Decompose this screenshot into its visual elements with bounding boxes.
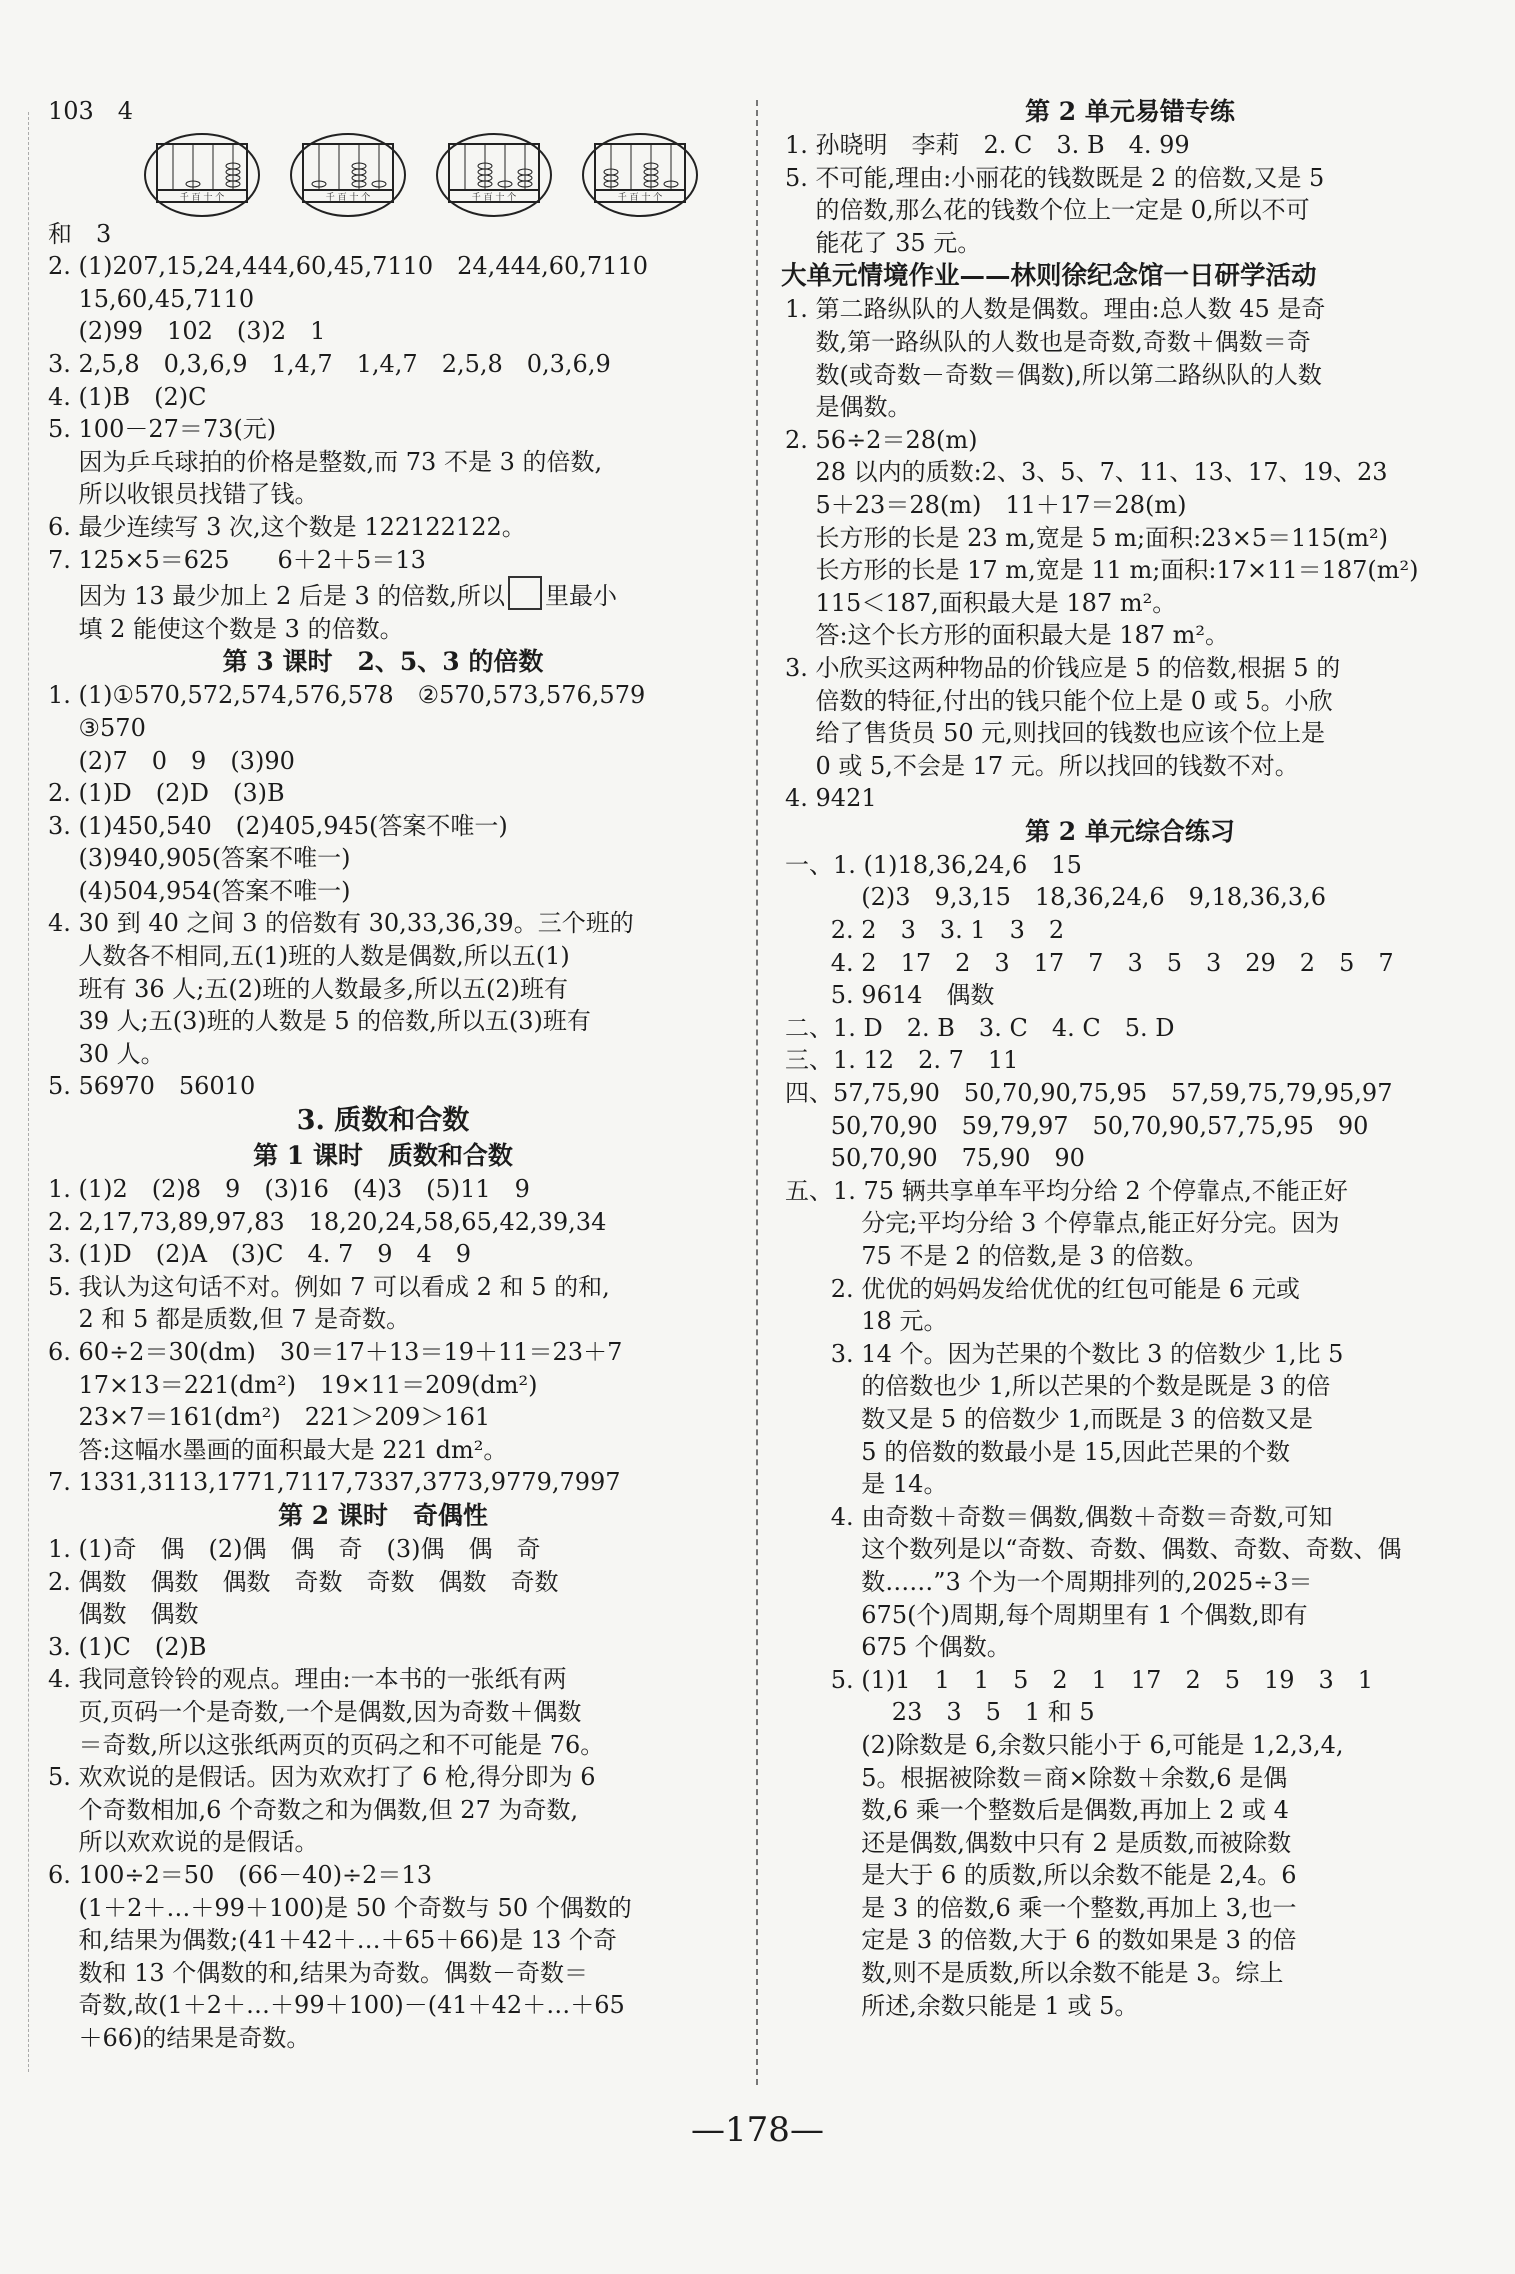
answer-line: 1. (1)奇 偶 (2)偶 偶 奇 (3)偶 偶 奇 xyxy=(48,1534,541,1563)
abacus-4-label: 千 百 十 个 xyxy=(617,192,663,203)
answer-line: 6. 100÷2＝50 (66－40)÷2＝13 xyxy=(48,1860,432,1889)
section-heading: 第 2 单元综合练习 xyxy=(1025,816,1235,846)
answer-line: 6. 最少连续写 3 次,这个数是 122122122。 xyxy=(48,512,526,541)
abacus-4 xyxy=(581,132,699,218)
answer-line: 所以欢欢说的是假话。 xyxy=(48,1828,319,1857)
answer-line: (3)940,905(答案不唯一) xyxy=(48,844,351,873)
answer-line: 2. 2 3 3. 1 3 2 xyxy=(785,916,1065,945)
answer-line: 5 的倍数的数最小是 15,因此芒果的个数 xyxy=(785,1437,1290,1466)
answer-line: 7. 125×5＝625 6＋2＋5＝13 xyxy=(48,545,426,574)
answer-line: 和,结果为偶数;(41＋42＋…＋65＋66)是 13 个奇 xyxy=(48,1926,617,1955)
answer-line: 23×7＝161(dm²) 221＞209＞161 xyxy=(48,1403,491,1432)
answer-line: 偶数 偶数 xyxy=(48,1600,199,1629)
answer-line: 5. 100－27＝73(元) xyxy=(48,415,277,444)
answer-line: (2)7 0 9 (3)90 xyxy=(48,746,295,775)
answer-line: 班有 36 人;五(2)班的人数最多,所以五(2)班有 xyxy=(48,974,569,1003)
answer-line: 二、1. D 2. B 3. C 4. C 5. D xyxy=(785,1013,1175,1042)
answer-text: 里最小 xyxy=(545,582,617,611)
answer-line: 1. 第二路纵队的人数是偶数。理由:总人数 45 是奇 xyxy=(785,295,1326,324)
answer-line: 17×13＝221(dm²) 19×11＝209(dm²) xyxy=(48,1370,538,1399)
answer-line: (2)99 102 (3)2 1 xyxy=(48,317,326,346)
answer-line: 675 个偶数。 xyxy=(785,1633,1011,1662)
answer-line: 答:这幅水墨画的面积最大是 221 dm²。 xyxy=(48,1435,508,1464)
section-heading: 第 2 单元易错专练 xyxy=(1025,97,1235,126)
answer-line: 长方形的长是 23 m,宽是 5 m;面积:23×5＝115(m²) xyxy=(785,523,1388,552)
answer-line: 75 不是 2 的倍数,是 3 的倍数。 xyxy=(785,1242,1209,1270)
answer-line: 的倍数,那么花的钱数个位上一定是 0,所以不可 xyxy=(785,196,1310,225)
answer-line: 是 3 的倍数,6 乘一个整数,再加上 3,也一 xyxy=(785,1893,1297,1922)
abacus-numbers: 103 4 xyxy=(48,97,134,125)
answer-line: 2 和 5 都是质数,但 7 是奇数。 xyxy=(48,1305,411,1334)
answer-line: 5. 我认为这句话不对。例如 7 可以看成 2 和 5 的和, xyxy=(48,1272,610,1301)
answer-line: 5＋23＝28(m) 11＋17＝28(m) xyxy=(785,490,1187,519)
answer-line: 5. 56970 56010 xyxy=(48,1072,256,1101)
answer-line: 三、1. 12 2. 7 11 xyxy=(785,1046,1019,1075)
answer-line: 数和 13 个偶数的和,结果为奇数。偶数－奇数＝ xyxy=(48,1958,588,1987)
abacus-1 xyxy=(143,132,261,218)
answer-line: 5. (1)1 1 1 5 2 1 17 2 5 19 3 1 xyxy=(785,1665,1374,1694)
answer-line: ③570 xyxy=(48,713,146,742)
answer-line: 数,则不是质数,所以余数不能是 3。综上 xyxy=(785,1959,1284,1988)
answer-line: 3. (1)450,540 (2)405,945(答案不唯一) xyxy=(48,811,508,840)
answer-line: 3. (1)C (2)B xyxy=(48,1632,207,1661)
answer-line: 1. 孙晓明 李莉 2. C 3. B 4. 99 xyxy=(785,131,1190,159)
answer-line: 填 2 能使这个数是 3 的倍数。 xyxy=(48,614,404,643)
abacus-footer: 和 3 xyxy=(48,219,112,248)
section-heading: 第 1 课时 质数和合数 xyxy=(253,1141,513,1171)
answer-line: 0 或 5,不会是 17 元。所以找回的钱数不对。 xyxy=(785,751,1299,780)
answer-line: 个奇数相加,6 个奇数之和为偶数,但 27 为奇数, xyxy=(48,1795,579,1824)
answer-line: 定是 3 的倍数,大于 6 的数如果是 3 的倍 xyxy=(785,1926,1297,1955)
answer-line: 2. (1)D (2)D (3)B xyxy=(48,779,285,808)
answer-line: 倍数的特征,付出的钱只能个位上是 0 或 5。小欣 xyxy=(785,686,1333,715)
answer-line: 是 14。 xyxy=(785,1470,948,1499)
answer-line: 2. 偶数 偶数 偶数 奇数 奇数 偶数 奇数 xyxy=(48,1567,559,1596)
abacus-2-label: 千 百 十 个 xyxy=(325,192,371,203)
answer-line: 50,70,90 59,79,97 50,70,90,57,75,95 90 xyxy=(785,1111,1369,1140)
answer-line: 给了售货员 50 元,则找回的钱数也应该个位上是 xyxy=(785,719,1325,748)
section-heading: 大单元情境作业——林则徐纪念馆一日研学活动 xyxy=(781,261,1317,292)
answer-line: (4)504,954(答案不唯一) xyxy=(48,876,351,905)
answer-line: 页,页码一个是奇数,一个是偶数,因为奇数＋偶数 xyxy=(48,1697,582,1726)
answer-line: 数……”3 个为一个周期排列的,2025÷3＝ xyxy=(785,1567,1313,1596)
answer-line: 675(个)周期,每个周期里有 1 个偶数,即有 xyxy=(785,1600,1308,1629)
answer-line: 3. 14 个。因为芒果的个数比 3 的倍数少 1,比 5 xyxy=(785,1339,1344,1368)
answer-line: 5. 9614 偶数 xyxy=(785,981,995,1010)
answer-line: 数,第一路纵队的人数也是奇数,奇数＋偶数＝奇 xyxy=(785,327,1311,356)
answer-line: ＝奇数,所以这张纸两页的页码之和不可能是 76。 xyxy=(48,1730,605,1759)
answer-line: ＋66)的结果是奇数。 xyxy=(48,2023,311,2052)
abacus-row xyxy=(143,132,718,218)
answer-line: 这个数列是以“奇数、奇数、偶数、奇数、奇数、偶 xyxy=(785,1535,1402,1564)
answer-line: 15,60,45,7110 xyxy=(48,284,255,313)
abacus-3-label: 千 百 十 个 xyxy=(471,192,517,203)
chapter-heading: 3. 质数和合数 xyxy=(296,1105,470,1137)
page-number: —178— xyxy=(691,2110,824,2150)
answer-line xyxy=(48,576,718,613)
answer-line: 数,6 乘一个整数后是偶数,再加上 2 或 4 xyxy=(785,1796,1289,1825)
answer-line: 奇数,故(1＋2＋…＋99＋100)－(41＋42＋…＋65 xyxy=(48,1991,625,2020)
left-margin-rule xyxy=(28,112,29,2072)
answer-line: 4. (1)B (2)C xyxy=(48,382,207,411)
answer-line: 分完;平均分给 3 个停靠点,能正好分完。因为 xyxy=(785,1209,1340,1238)
answer-line: 所述,余数只能是 1 或 5。 xyxy=(785,1991,1139,2020)
answer-line: 4. 30 到 40 之间 3 的倍数有 30,33,36,39。三个班的 xyxy=(48,909,634,938)
answer-line: 3. 2,5,8 0,3,6,9 1,4,7 1,4,7 2,5,8 0,3,6,9 xyxy=(48,349,611,378)
answer-line: 数(或奇数－奇数＝偶数),所以第二路纵队的人数 xyxy=(785,360,1322,389)
answer-line: 长方形的长是 17 m,宽是 11 m;面积:17×11＝187(m²) xyxy=(785,556,1419,585)
abacus-3 xyxy=(435,132,553,218)
answer-line: 115＜187,面积最大是 187 m²。 xyxy=(785,588,1177,617)
answer-line: 5. 不可能,理由:小丽花的钱数既是 2 的倍数,又是 5 xyxy=(785,163,1325,192)
answer-line: 能花了 35 元。 xyxy=(785,228,982,257)
answer-line: 7. 1331,3113,1771,7117,7337,3773,9779,7997 xyxy=(48,1468,621,1497)
answer-line: 3. (1)D (2)A (3)C 4. 7 9 4 9 xyxy=(48,1240,472,1269)
answer-line: 4. 2 17 2 3 17 7 3 5 3 29 2 5 7 xyxy=(785,948,1394,977)
answer-line: 1. (1)2 (2)8 9 (3)16 (4)3 (5)11 9 xyxy=(48,1175,530,1204)
abacus-1-label: 千 百 十 个 xyxy=(179,192,225,203)
answer-line: 是偶数。 xyxy=(785,393,912,422)
answer-line: 2. 56÷2＝28(m) xyxy=(785,425,978,454)
answer-line: 1. (1)①570,572,574,576,578 ②570,573,576,579 xyxy=(48,681,646,710)
answer-line: 人数各不相同,五(1)班的人数是偶数,所以五(1) xyxy=(48,942,570,971)
answer-line: 是大于 6 的质数,所以余数不能是 2,4。6 xyxy=(785,1861,1297,1890)
section-heading: 第 2 课时 奇偶性 xyxy=(278,1500,488,1530)
answer-line: 2. 2,17,73,89,97,83 18,20,24,58,65,42,39,34 xyxy=(48,1207,607,1236)
answer-line: 28 以内的质数:2、3、5、7、11、13、17、19、23 xyxy=(785,458,1388,487)
answer-line: 5。根据被除数＝商×除数＋余数,6 是偶 xyxy=(785,1763,1288,1792)
column-divider xyxy=(756,100,758,2085)
answer-line: 四、57,75,90 50,70,90,75,95 57,59,75,79,95,97 xyxy=(785,1079,1393,1108)
answer-line: 所以收银员找错了钱。 xyxy=(48,480,319,509)
answer-line: 的倍数也少 1,所以芒果的个数是既是 3 的倍 xyxy=(785,1372,1331,1401)
answer-line: 3. 小欣买这两种物品的价钱应是 5 的倍数,根据 5 的 xyxy=(785,653,1341,682)
blank-box xyxy=(508,576,542,610)
section-heading: 第 3 课时 2、5、3 的倍数 xyxy=(222,647,544,677)
answer-line: (2)除数是 6,余数只能小于 6,可能是 1,2,3,4, xyxy=(785,1730,1344,1759)
answer-line: 39 人;五(3)班的人数是 5 的倍数,所以五(3)班有 xyxy=(48,1007,591,1036)
answer-line: 50,70,90 75,90 90 xyxy=(785,1144,1085,1173)
left-column xyxy=(48,95,718,2054)
answer-line: 一、1. (1)18,36,24,6 15 xyxy=(785,850,1082,879)
answer-line: 4. 我同意铃铃的观点。理由:一本书的一张纸有两 xyxy=(48,1665,567,1694)
answer-line: 五、1. 75 辆共享单车平均分给 2 个停靠点,不能正好 xyxy=(785,1176,1348,1205)
answer-line: 18 元。 xyxy=(785,1307,948,1336)
right-column xyxy=(781,95,1475,2022)
answer-line: 6. 60÷2＝30(dm) 30＝17＋13＝19＋11＝23＋7 xyxy=(48,1338,623,1366)
answer-line: (1＋2＋…＋99＋100)是 50 个奇数与 50 个偶数的 xyxy=(48,1893,632,1922)
answer-line: 2. 优优的妈妈发给优优的红包可能是 6 元或 xyxy=(785,1274,1300,1303)
answer-line: 30 人。 xyxy=(48,1039,165,1068)
answer-line: 数又是 5 的倍数少 1,而既是 3 的倍数又是 xyxy=(785,1404,1313,1433)
answer-line: 23 3 5 1 和 5 xyxy=(785,1698,1095,1727)
answer-line: 还是偶数,偶数中只有 2 是质数,而被除数 xyxy=(785,1828,1292,1857)
answer-line: 5. 欢欢说的是假话。因为欢欢打了 6 枪,得分即为 6 xyxy=(48,1763,596,1792)
answer-line: 2. (1)207,15,24,444,60,45,7110 24,444,60,7110 xyxy=(48,252,648,281)
abacus-2 xyxy=(289,132,407,218)
answer-line: 4. 9421 xyxy=(785,784,877,813)
answer-line: 因为乒乓球拍的价格是整数,而 73 不是 3 的倍数, xyxy=(48,447,603,476)
answer-line: 4. 由奇数＋奇数＝偶数,偶数＋奇数＝奇数,可知 xyxy=(785,1502,1333,1531)
answer-line: 答:这个长方形的面积最大是 187 m²。 xyxy=(785,621,1230,650)
answer-text: 因为 13 最少加上 2 后是 3 的倍数,所以 xyxy=(48,582,505,611)
answer-line: (2)3 9,3,15 18,36,24,6 9,18,36,3,6 xyxy=(785,883,1327,912)
